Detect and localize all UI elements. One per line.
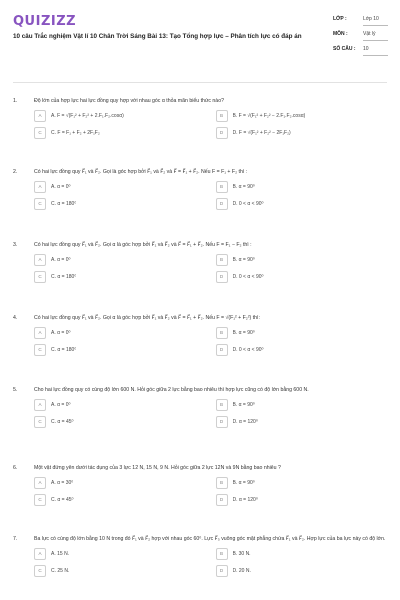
option-text: D. α = 120⁰ bbox=[232, 496, 258, 503]
question-number: 6. bbox=[13, 465, 18, 471]
option-letter-badge: A bbox=[34, 254, 46, 266]
meta-subject bbox=[333, 29, 388, 44]
option-text: C. 25 N. bbox=[51, 567, 70, 574]
option-d[interactable] bbox=[216, 198, 388, 209]
option-letter-badge: C bbox=[34, 565, 46, 577]
meta-count-label: SỐ CÂU : bbox=[333, 46, 356, 52]
option-text: B. 30 N. bbox=[232, 550, 251, 557]
question-text: Có hai lực đồng quy F⃗₁ và F⃗₂. Gọi α là góc hợp bởi F⃗₁ và F⃗₂ và F⃗ = F⃗₁ + F⃗₂. Nếu F = √(F₁² + F₂²) thì: bbox=[34, 315, 260, 321]
option-text: A. 15 N. bbox=[51, 550, 70, 557]
option-d[interactable] bbox=[216, 494, 388, 505]
option-b[interactable] bbox=[216, 548, 388, 559]
question-text: Có hai lực đồng quy F⃗₁ và F⃗₂. Gọi là góc hợp bởi F⃗₁ và F⃗₂ và F⃗ = F⃗₁ + F⃗₂. Nếu F = F₁ + F₂ thì : bbox=[34, 169, 248, 175]
option-letter-badge: B bbox=[216, 548, 228, 560]
header-divider bbox=[13, 82, 387, 83]
option-text: B. α = 90⁰ bbox=[232, 256, 255, 263]
option-c[interactable] bbox=[34, 494, 206, 505]
meta-subject-value: Vật lý bbox=[363, 31, 388, 41]
option-text: B. α = 90⁰ bbox=[232, 401, 255, 408]
option-text: B. α = 90⁰ bbox=[232, 329, 255, 336]
question-4 bbox=[13, 314, 387, 355]
option-letter-badge: A bbox=[34, 399, 46, 411]
question-number: 2. bbox=[13, 169, 18, 175]
option-text: C. α = 180⁰ bbox=[51, 273, 77, 280]
option-letter-badge: A bbox=[34, 548, 46, 560]
option-a[interactable] bbox=[34, 181, 206, 192]
question-6 bbox=[13, 464, 387, 505]
option-c[interactable] bbox=[34, 198, 206, 209]
question-number: 4. bbox=[13, 315, 18, 321]
question-text: Có hai lực đồng quy F⃗₁ và F⃗₂. Gọi α là góc hợp bởi F⃗₁ và F⃗₂ và F⃗ = F⃗₁ + F⃗₂. Nếu F = F₁ − F₂ thì : bbox=[34, 242, 252, 248]
option-c[interactable] bbox=[34, 344, 206, 355]
option-text: D. 0 < α < 90⁰ bbox=[232, 346, 264, 353]
option-a[interactable] bbox=[34, 110, 206, 121]
option-text: A. F = √(F₁² + F₂² + 2.F₁.F₂.cosα) bbox=[51, 112, 124, 119]
question-text: Độ lớn của hợp lực hai lực đồng quy hợp với nhau góc α thỏa mãn biểu thức nào? bbox=[34, 98, 224, 104]
option-text: A. α = 0⁰ bbox=[51, 183, 71, 190]
option-text: C. α = 180⁰ bbox=[51, 200, 77, 207]
option-letter-badge: B bbox=[216, 327, 228, 339]
option-letter-badge: B bbox=[216, 181, 228, 193]
question-number: 5. bbox=[13, 387, 18, 393]
option-letter-badge: B bbox=[216, 110, 228, 122]
option-d[interactable] bbox=[216, 127, 388, 138]
option-text: D. α = 120⁰ bbox=[232, 418, 258, 425]
question-text: Cho hai lực đồng quy có cùng độ lớn 600 N. Hỏi góc giữa 2 lực bằng bao nhiêu thì hợp lực cũng có độ lớn bằng 600 N. bbox=[34, 387, 309, 393]
option-letter-badge: B bbox=[216, 254, 228, 266]
option-letter-badge: A bbox=[34, 110, 46, 122]
option-letter-badge: D bbox=[216, 127, 228, 139]
option-b[interactable] bbox=[216, 477, 388, 488]
quiz-meta bbox=[333, 14, 388, 59]
option-letter-badge: C bbox=[34, 416, 46, 428]
question-number: 3. bbox=[13, 242, 18, 248]
option-letter-badge: C bbox=[34, 271, 46, 283]
option-a[interactable] bbox=[34, 477, 206, 488]
question-3 bbox=[13, 241, 387, 282]
quizizz-logo: QUIZIZZ bbox=[13, 14, 77, 29]
question-text: Ba lực có cùng độ lớn bằng 10 N trong đó F⃗₁ và F⃗₂ hợp với nhau góc 60⁰. Lực F⃗₃ vuông góc mặt phẳng chứa F⃗₁ và F⃗₂. Hợp lực của ba lực này có độ lớn. bbox=[34, 536, 386, 542]
option-b[interactable] bbox=[216, 110, 388, 121]
option-c[interactable] bbox=[34, 416, 206, 427]
option-a[interactable] bbox=[34, 327, 206, 338]
option-a[interactable] bbox=[34, 548, 206, 559]
option-letter-badge: B bbox=[216, 399, 228, 411]
option-text: C. α = 45⁰ bbox=[51, 496, 74, 503]
option-letter-badge: A bbox=[34, 181, 46, 193]
option-letter-badge: C bbox=[34, 494, 46, 506]
option-text: A. α = 30⁰ bbox=[51, 479, 74, 486]
question-5 bbox=[13, 386, 387, 427]
meta-class-value: Lớp 10 bbox=[363, 16, 388, 26]
question-text: Một vật đứng yên dưới tác dụng của 3 lực 12 N, 15 N, 9 N. Hỏi góc giữa 2 lực 12N và 9N bằng bao nhiêu ? bbox=[34, 465, 281, 471]
option-b[interactable] bbox=[216, 399, 388, 410]
option-d[interactable] bbox=[216, 416, 388, 427]
option-letter-badge: A bbox=[34, 477, 46, 489]
option-text: C. F = F₁ + F₂ + 2F₁F₂ bbox=[51, 129, 100, 136]
option-text: B. F = √(F₁² + F₂² − 2.F₁.F₂.cosα) bbox=[232, 112, 306, 119]
option-text: B. α = 90⁰ bbox=[232, 479, 255, 486]
option-text: A. α = 0⁰ bbox=[51, 256, 71, 263]
option-c[interactable] bbox=[34, 565, 206, 576]
option-text: D. 20 N. bbox=[232, 567, 251, 574]
option-b[interactable] bbox=[216, 254, 388, 265]
option-text: D. 0 < α < 90⁰ bbox=[232, 273, 264, 280]
option-letter-badge: C bbox=[34, 344, 46, 356]
meta-subject-label: MÔN : bbox=[333, 31, 348, 37]
option-text: D. F = √(F₁² + F₂² − 2F₁F₂) bbox=[232, 129, 291, 136]
option-text: C. α = 180⁰ bbox=[51, 346, 77, 353]
option-letter-badge: D bbox=[216, 271, 228, 283]
option-a[interactable] bbox=[34, 399, 206, 410]
question-1 bbox=[13, 97, 387, 138]
meta-class-label: LỚP : bbox=[333, 16, 347, 22]
question-7 bbox=[13, 535, 387, 576]
option-b[interactable] bbox=[216, 327, 388, 338]
option-letter-badge: D bbox=[216, 494, 228, 506]
option-d[interactable] bbox=[216, 565, 388, 576]
option-d[interactable] bbox=[216, 271, 388, 282]
option-c[interactable] bbox=[34, 127, 206, 138]
option-c[interactable] bbox=[34, 271, 206, 282]
meta-count-value: 10 bbox=[363, 46, 388, 56]
page-title: 10 câu Trắc nghiệm Vật lí 10 Chân Trời Sáng Bài 13: Tạo Tổng hợp lực – Phân tích lực có đáp án bbox=[13, 33, 302, 40]
option-text: A. α = 0⁰ bbox=[51, 329, 71, 336]
option-letter-badge: A bbox=[34, 327, 46, 339]
option-b[interactable] bbox=[216, 181, 388, 192]
meta-class bbox=[333, 14, 388, 29]
option-a[interactable] bbox=[34, 254, 206, 265]
option-letter-badge: C bbox=[34, 127, 46, 139]
option-letter-badge: D bbox=[216, 565, 228, 577]
option-letter-badge: B bbox=[216, 477, 228, 489]
option-letter-badge: D bbox=[216, 344, 228, 356]
option-text: B. α = 90⁰ bbox=[232, 183, 255, 190]
question-number: 1. bbox=[13, 98, 18, 104]
option-letter-badge: D bbox=[216, 198, 228, 210]
question-2 bbox=[13, 168, 387, 209]
meta-count bbox=[333, 44, 388, 59]
option-text: D. 0 < α < 90⁰ bbox=[232, 200, 264, 207]
option-letter-badge: D bbox=[216, 416, 228, 428]
option-d[interactable] bbox=[216, 344, 388, 355]
option-text: A. α = 0⁰ bbox=[51, 401, 71, 408]
option-text: C. α = 45⁰ bbox=[51, 418, 74, 425]
option-letter-badge: C bbox=[34, 198, 46, 210]
question-number: 7. bbox=[13, 536, 18, 542]
